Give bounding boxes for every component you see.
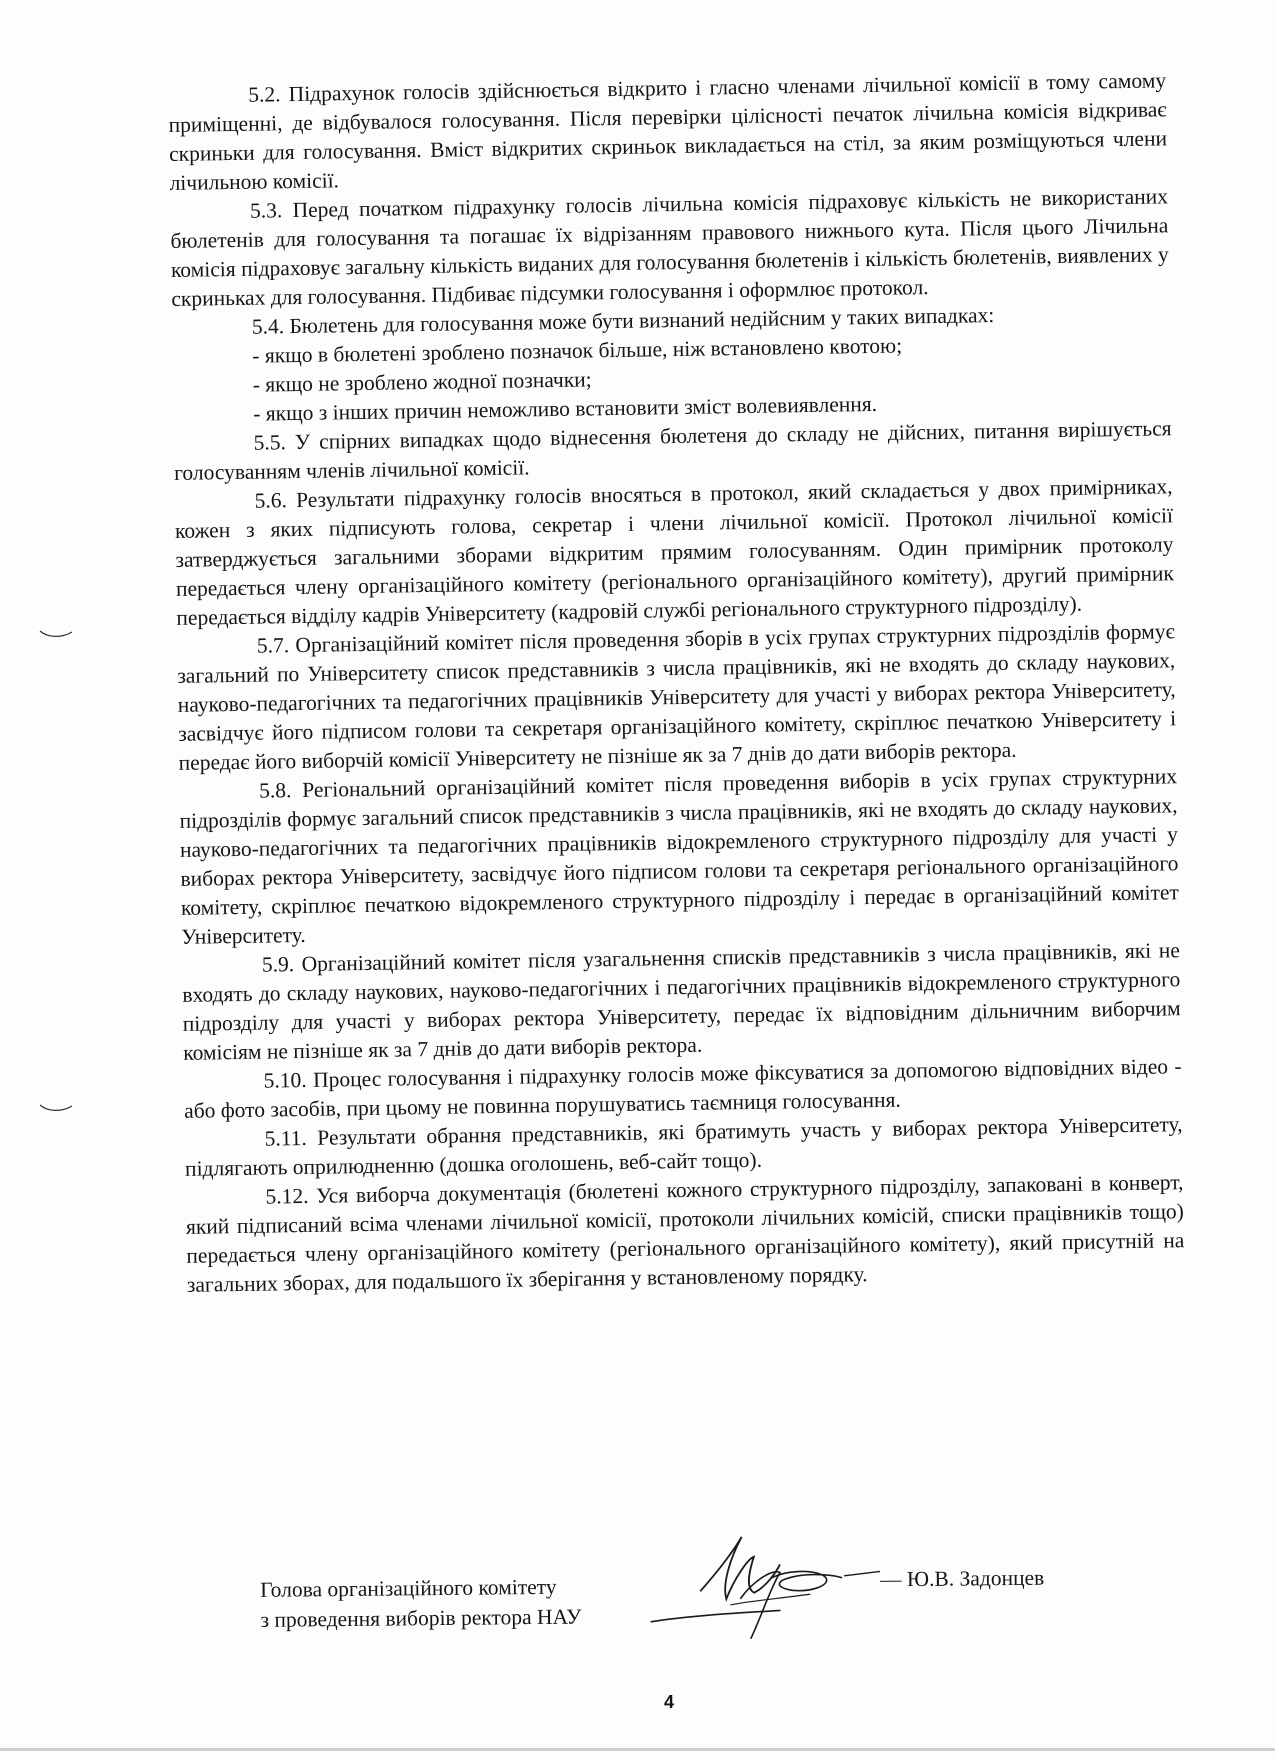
punch-hole-mark-icon bbox=[38, 628, 74, 640]
paragraph-5-4: 5.4. Бюлетень для голосування може бути визнаний недійсним у таких випадках: bbox=[251, 303, 995, 339]
paragraph-5-2: 5.2. Підрахунок голосів здійснюється відкрито і гласно членами лічильної комісії в тому самому приміщенні, де відбувалося голосування. Після перевірки цілісності печаток лічильна комісія відкриває скриньки для голосування. Вміст відкритих скриньок викладається на стіл, за яким розміщуються члени лічильною комісії. bbox=[168, 68, 1168, 195]
scan-edge-line bbox=[0, 1748, 1275, 1751]
paragraph-5-9: 5.9. Організаційний комітет після узагальнення списків представників з числа працівників, які не входять до складу наукових, науково-педагогічних і педагогічних працівників відокремленого структурного підрозділу для участі у виборах ректора Університету, передає їх відповідним дільничним виборчим комісіям не пізніше як за 7 днів до дати виборів ректора. bbox=[182, 938, 1181, 1065]
paragraph-5-8: 5.8. Регіональний організаційний комітет після проведення виборів в усіх групах структурних підрозділів формує загальний список представників з числа працівників, які не входять до складу наукових, науково-педагогічних та педагогічних працівників відокремленого структурного підрозділу для участі у виборах ректора Університету, засвідчує його підписом голови та секретаря регіонального організаційного комітету, скріплює печаткою відокремленого структурного підрозділу і передає в організаційний комітет Університету. bbox=[179, 764, 1180, 949]
list-item: - якщо з інших причин неможливо встановити зміст волевиявлення. bbox=[253, 391, 878, 426]
paragraph-5-7: 5.7. Організаційний комітет після проведення зборів в усіх групах структурних підрозділів формує загальний по Університету список представників з числа працівників, які не входять до складу наукових, науково-педагогічних та педагогічних працівників Університету для участі у виборах ректора Університету, засвідчує його підписом голови та секретаря організаційного комітету, скріплює печаткою Університету і передає його виборчій комісії Університету не пізніше як за 7 днів до дати виборів ректора. bbox=[177, 619, 1177, 775]
paragraph-5-3: 5.3. Перед початком підрахунку голосів лічильна комісія підраховує кількість не використаних бюлетенів для голосування та погашає їх відрізанням правового нижнього кута. Після цього Лічильна комісія підраховує загальну кількість виданих для голосування бюлетенів і кількість бюлетенів, виявлених у скриньках для голосування. Підбиває підсумки голосування і оформлює протокол. bbox=[170, 184, 1170, 311]
signature-block bbox=[250, 1563, 1151, 1662]
signatory-name: — Ю.В. Задонцев bbox=[879, 1565, 1045, 1592]
paragraph-5-10: 5.10. Процес голосування і підрахунку голосів може фіксуватися за допомогою відповідних відео - або фото засобів, при цьому не повинна порушуватись таємниця голосування. bbox=[183, 1054, 1182, 1123]
signatory-title-line2: з проведення виборів ректора НАУ bbox=[260, 1604, 582, 1632]
document-body bbox=[168, 66, 1185, 1300]
paragraph-5-6: 5.6. Результати підрахунку голосів вносяться в протокол, який складається у двох примірниках, кожен з яких підписують голова, секретар і члени лічильної комісії. Протокол лічильної комісії затверджується загальними зборами відкритим прямим голосуванням. Один примірник протоколу передається члену організаційного комітету (регіонального організаційного комітету), другий примірник передається відділу кадрів Університету (кадровій службі регіонального структурного підрозділу). bbox=[174, 474, 1175, 630]
paragraph-5-12: 5.12. Уся виборча документація (бюлетені кожного структурного підрозділу, запаковані в конверт, який підписаний всіма членами лічильної комісії, протоколи лічильних комісій, списки працівників тощо) передається члену організаційного комітету (регіонального організаційного комітету), який присутній на загальних зборах, для подальшого їх зберігання у встановленому порядку. bbox=[185, 1170, 1185, 1297]
page-number: 4 bbox=[664, 1692, 675, 1712]
paragraph-5-11: 5.11. Результати обрання представників, які братимуть участь у виборах ректора Університету, підлягають оприлюдненню (дошка оголошень, веб-сайт тощо). bbox=[184, 1112, 1183, 1181]
punch-hole-mark-icon bbox=[38, 1102, 74, 1114]
signatory-title-line1: Голова організаційного комітету bbox=[260, 1574, 557, 1602]
handwritten-signature-icon bbox=[630, 1527, 891, 1650]
list-item: - якщо не зроблено жодної позначки; bbox=[252, 367, 592, 397]
list-item: - якщо в бюлетені зроблено позначок більше, ніж встановлено квотою; bbox=[252, 333, 903, 368]
paragraph-5-5: 5.5. У спірних випадках щодо віднесення бюлетеня до складу не дійсних, питання вирішується голосуванням членів лічильної комісії. bbox=[173, 416, 1172, 485]
